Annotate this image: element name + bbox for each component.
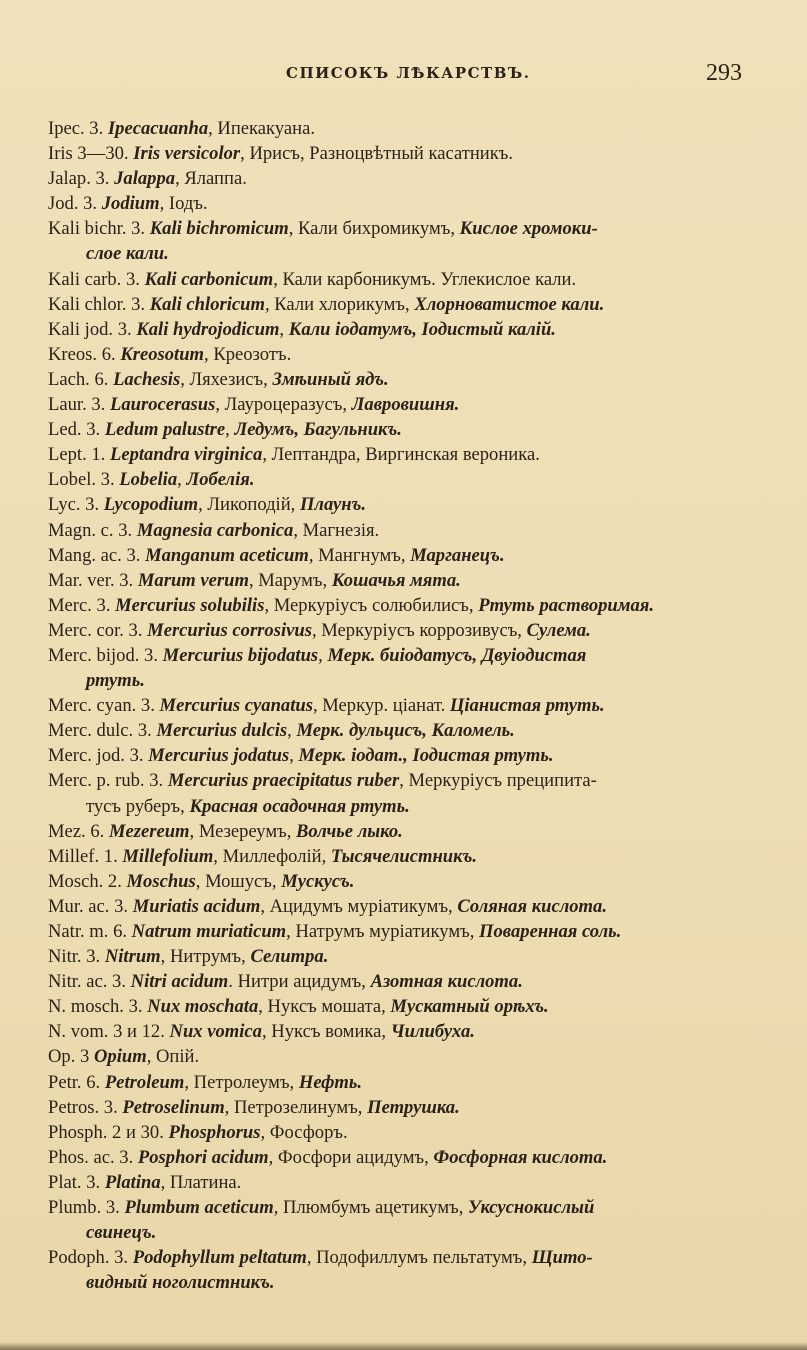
remedy-abbreviation: Petros. 3. xyxy=(48,1096,118,1118)
russian-name: , Кали хлорикумъ, xyxy=(264,293,410,315)
latin-name: Kali bichromicum xyxy=(149,218,289,240)
remedy-entry xyxy=(48,166,768,191)
russian-name: , Нуксъ мошата, xyxy=(258,996,386,1018)
remedy-abbreviation: Lobel. 3. xyxy=(48,469,115,491)
remedy-entry xyxy=(48,969,768,994)
russian-common-name: Красная осадочная ртуть. xyxy=(189,795,410,817)
latin-name: Ipecacuanha xyxy=(107,118,209,139)
russian-name: , Меркуріусъ солюбилисъ, xyxy=(264,594,474,616)
remedy-entry xyxy=(48,743,768,768)
remedy-abbreviation: Phos. ac. 3. xyxy=(48,1146,134,1168)
remedy-abbreviation: Lyc. 3. xyxy=(48,494,100,516)
russian-common-name: Мускатный орѣхъ. xyxy=(390,996,549,1018)
entry-continuation xyxy=(48,668,768,693)
russian-common-name: Азотная кислота. xyxy=(370,971,523,993)
russian-common-name: Змѣиный ядъ. xyxy=(272,368,389,390)
remedy-abbreviation: Merc. bijod. 3. xyxy=(48,644,158,666)
remedy-abbreviation: Petr. 6. xyxy=(48,1071,101,1093)
russian-name: , xyxy=(225,419,230,441)
russian-name: , Мошусъ, xyxy=(195,870,277,892)
remedy-entry xyxy=(48,367,768,392)
remedy-abbreviation: Merc. cyan. 3. xyxy=(48,695,155,717)
remedy-entry xyxy=(48,643,768,668)
latin-name: Lachesis xyxy=(113,368,181,390)
remedy-abbreviation: Kali carb. 3. xyxy=(48,268,140,290)
russian-name: , xyxy=(279,318,285,340)
remedy-entry xyxy=(48,392,768,417)
remedy-abbreviation: Merc. jod. 3. xyxy=(48,745,144,767)
remedy-entry xyxy=(48,844,768,869)
russian-common-name: Марганецъ. xyxy=(410,544,505,566)
russian-common-name: Ледумъ, Багульникъ. xyxy=(234,419,402,441)
remedy-entry xyxy=(48,543,768,568)
remedy-abbreviation: Iris 3—30. xyxy=(48,143,129,165)
remedy-entry xyxy=(48,1044,768,1069)
remedy-abbreviation: Lach. 6. xyxy=(48,368,109,390)
latin-name: Jodium xyxy=(101,193,160,215)
latin-name: Posphori acidum xyxy=(137,1146,269,1168)
remedy-entry xyxy=(48,317,768,342)
russian-name: , Магнезія. xyxy=(293,519,380,541)
remedy-abbreviation: Mur. ac. 3. xyxy=(48,895,129,917)
remedy-entry xyxy=(48,618,768,643)
remedy-abbreviation: Kali bichr. 3. xyxy=(48,218,146,240)
russian-common-name: Мерк. іодат., Іодистая ртуть. xyxy=(298,745,554,767)
remedy-abbreviation: N. mosch. 3. xyxy=(48,996,143,1018)
latin-name: Mercurius jodatus xyxy=(148,745,290,767)
russian-common-name: Селитра. xyxy=(250,946,329,968)
latin-name: Laurocerasus xyxy=(109,394,216,416)
remedy-abbreviation: Mez. 6. xyxy=(48,820,105,842)
russian-common-name: Мускусъ. xyxy=(281,870,355,892)
russian-name: , Петролеумъ, xyxy=(184,1071,295,1093)
russian-name: , Ипекакуана. xyxy=(208,118,315,139)
page-edge-shadow xyxy=(0,1342,807,1350)
remedy-list xyxy=(48,116,768,1295)
remedy-entry xyxy=(48,994,768,1019)
latin-name: Marum verum xyxy=(137,569,249,591)
remedy-abbreviation: Mar. ver. 3. xyxy=(48,569,134,591)
russian-common-name: Тысячелистникъ. xyxy=(330,845,478,867)
remedy-entry xyxy=(48,141,768,166)
latin-name: Mercurius bijodatus xyxy=(162,644,319,666)
russian-common-name: Поваренная соль. xyxy=(479,921,622,942)
latin-name: Plumbum aceticum xyxy=(124,1197,274,1219)
russian-name: , Лептандра, Виргинская вероника. xyxy=(262,444,540,466)
russian-common-name: свинецъ. xyxy=(86,1222,157,1244)
latin-name: Petroleum xyxy=(104,1071,185,1093)
latin-name: Leptandra virginica xyxy=(109,444,263,466)
remedy-entry xyxy=(48,292,768,317)
russian-common-name: Нефть. xyxy=(298,1071,363,1093)
latin-name: Magnesia carbonica xyxy=(136,519,294,541)
page-header xyxy=(0,60,807,90)
remedy-entry xyxy=(48,693,768,718)
remedy-entry xyxy=(48,1019,768,1044)
latin-name: Moschus xyxy=(126,870,196,892)
remedy-entry xyxy=(48,191,768,216)
remedy-abbreviation: Podoph. 3. xyxy=(48,1247,129,1269)
russian-common-name: Чилибуха. xyxy=(390,1021,475,1043)
remedy-entry xyxy=(48,1195,768,1220)
latin-name: Mercurius dulcis xyxy=(156,720,288,742)
russian-name: , Лауроцеразусъ, xyxy=(215,394,348,416)
russian-name: , Марумъ, xyxy=(248,569,328,591)
latin-name: Natrum muriaticum xyxy=(131,921,287,942)
remedy-abbreviation: Natr. m. 6. xyxy=(48,921,128,942)
russian-common-name: Плаунъ. xyxy=(299,494,367,516)
remedy-abbreviation: Laur. 3. xyxy=(48,394,106,416)
russian-name: , xyxy=(318,644,323,666)
russian-name: , Петрозелинумъ, xyxy=(224,1096,363,1118)
russian-name: , Іодъ. xyxy=(159,193,208,215)
remedy-abbreviation: Lept. 1. xyxy=(48,444,106,466)
remedy-entry xyxy=(48,568,768,593)
remedy-abbreviation: Kali jod. 3. xyxy=(48,318,132,340)
remedy-entry xyxy=(48,944,768,969)
russian-name: , Натрумъ муріатикумъ, xyxy=(286,921,475,942)
remedy-entry xyxy=(48,1145,768,1170)
latin-name: Muriatis acidum xyxy=(132,895,261,917)
russian-common-name: Щито- xyxy=(531,1247,593,1269)
latin-name: Mezereum xyxy=(108,820,190,842)
russian-name: , Ирисъ, Разноцвѣтный касатникъ. xyxy=(240,143,514,165)
latin-name: Iris versicolor xyxy=(133,143,241,165)
russian-name: , Опій. xyxy=(146,1046,200,1068)
latin-name: Mercurius corrosivus xyxy=(147,619,312,641)
remedy-abbreviation: Led. 3. xyxy=(48,419,101,441)
remedy-abbreviation: Millef. 1. xyxy=(48,845,118,867)
latin-name: Nux vomica xyxy=(169,1021,262,1043)
remedy-entry xyxy=(48,1095,768,1120)
russian-common-name: Соляная кислота. xyxy=(457,895,607,917)
latin-name: Mercurius cyanatus xyxy=(159,695,313,717)
russian-common-name: Кислое хромоки- xyxy=(459,218,598,240)
russian-common-name: Кали іодатумъ, Іодистый калій. xyxy=(288,318,556,340)
russian-common-name: Мерк. дульцисъ, Каломель. xyxy=(296,720,515,742)
russian-common-name: Кошачья мята. xyxy=(331,569,461,591)
remedy-entry xyxy=(48,894,768,919)
latin-name: Nitrum xyxy=(104,946,161,968)
russian-name: . Нитри ацидумъ, xyxy=(228,971,366,993)
russian-name: , Нитрумъ, xyxy=(160,946,246,968)
remedy-entry xyxy=(48,718,768,743)
russian-name: , Ляхезисъ, xyxy=(180,368,268,390)
russian-name: , xyxy=(289,745,294,767)
remedy-abbreviation: Nitr. 3. xyxy=(48,946,101,968)
remedy-abbreviation: Merc. 3. xyxy=(48,594,111,616)
running-title: СПИСОКЪ ЛѢКАРСТВЪ. xyxy=(286,64,531,82)
russian-name: , Ликоподій, xyxy=(198,494,296,516)
russian-name: , Ацидумъ муріатикумъ, xyxy=(260,895,453,917)
russian-name: , Плюмбумъ ацетикумъ, xyxy=(273,1197,464,1219)
russian-name: , Меркур. ціанат. xyxy=(312,695,446,717)
latin-name: Kali carbonicum xyxy=(144,268,274,290)
latin-name: Lobelia xyxy=(119,469,178,491)
remedy-abbreviation: Merc. p. rub. 3. xyxy=(48,770,164,792)
russian-common-name: видный ноголистникъ. xyxy=(86,1272,275,1294)
remedy-entry xyxy=(48,518,768,543)
latin-name: Mercurius praecipitatus ruber xyxy=(167,770,400,792)
russian-common-name: Хлорноватистое кали. xyxy=(414,293,605,315)
russian-common-name: Фосфорная кислота. xyxy=(433,1146,608,1168)
remedy-entry xyxy=(48,819,768,844)
remedy-entry xyxy=(48,1170,768,1195)
russian-name: , Фосфоръ. xyxy=(260,1121,348,1143)
latin-name: Phosphorus xyxy=(168,1121,261,1143)
remedy-abbreviation: Plat. 3. xyxy=(48,1171,101,1193)
russian-name: , Кали карбоникумъ. Углекислое кали. xyxy=(273,268,577,290)
latin-name: Mercurius solubilis xyxy=(115,594,265,616)
remedy-entry xyxy=(48,869,768,894)
latin-name: Opium xyxy=(93,1046,147,1068)
russian-name: , Подофиллумъ пельтатумъ, xyxy=(306,1247,528,1269)
russian-name: , Платина. xyxy=(160,1171,242,1193)
latin-name: Ledum palustre xyxy=(104,419,226,441)
remedy-entry xyxy=(48,1120,768,1145)
latin-name: Kali chloricum xyxy=(149,293,265,315)
russian-name: , Креозотъ. xyxy=(204,343,292,365)
remedy-abbreviation: Kreos. 6. xyxy=(48,343,116,365)
latin-name: Petroselinum xyxy=(122,1096,225,1118)
remedy-entry xyxy=(48,267,768,292)
entry-continuation xyxy=(48,1270,768,1295)
remedy-entry xyxy=(48,919,768,944)
remedy-entry xyxy=(48,216,768,241)
remedy-entry xyxy=(48,342,768,367)
remedy-entry xyxy=(48,768,768,793)
remedy-entry xyxy=(48,417,768,442)
russian-name: , Меркуріусъ преципита- xyxy=(399,770,597,792)
entry-continuation xyxy=(48,241,768,266)
latin-name: Millefolium xyxy=(122,845,214,867)
entry-continuation xyxy=(48,1220,768,1245)
latin-name: Podophyllum peltatum xyxy=(132,1247,307,1269)
remedy-entry xyxy=(48,442,768,467)
page-number: 293 xyxy=(706,60,742,86)
remedy-abbreviation: Jod. 3. xyxy=(48,193,98,215)
russian-name: тусъ руберъ, xyxy=(86,795,185,817)
latin-name: Lycopodium xyxy=(103,494,199,516)
remedy-entry xyxy=(48,593,768,618)
russian-name: , Нуксъ вомика, xyxy=(261,1021,387,1043)
remedy-entry xyxy=(48,467,768,492)
russian-name: , xyxy=(177,469,182,491)
russian-common-name: Волчье лыко. xyxy=(296,820,403,842)
russian-common-name: Ціанистая ртуть. xyxy=(449,695,605,717)
latin-name: Kali hydrojodicum xyxy=(136,318,280,340)
russian-common-name: слое кали. xyxy=(86,243,169,265)
remedy-abbreviation: Merc. cor. 3. xyxy=(48,619,143,641)
remedy-abbreviation: Mang. ac. 3. xyxy=(48,544,141,566)
latin-name: Jalappa xyxy=(114,168,176,190)
remedy-entry xyxy=(48,492,768,517)
remedy-entry xyxy=(48,1070,768,1095)
latin-name: Nitri acidum xyxy=(130,971,229,993)
remedy-abbreviation: Phosph. 2 и 30. xyxy=(48,1121,164,1143)
russian-name: , Ялаппа. xyxy=(175,168,247,190)
russian-common-name: Мерк. биіодатусъ, Двуіодистая xyxy=(327,644,587,666)
entry-continuation xyxy=(48,794,768,819)
russian-common-name: Ртуть растворимая. xyxy=(478,594,655,616)
remedy-abbreviation: Mosch. 2. xyxy=(48,870,122,892)
remedy-abbreviation: N. vom. 3 и 12. xyxy=(48,1021,165,1043)
russian-common-name: ртуть. xyxy=(86,670,145,692)
remedy-abbreviation: Jalap. 3. xyxy=(48,168,110,190)
russian-name: , xyxy=(287,720,292,742)
russian-name: , Меркуріусъ коррозивусъ, xyxy=(311,619,522,641)
russian-name: , Кали бихромикумъ, xyxy=(288,218,455,240)
russian-common-name: Петрушка. xyxy=(367,1096,460,1118)
russian-name: , Мезереумъ, xyxy=(189,820,292,842)
remedy-abbreviation: Nitr. ac. 3. xyxy=(48,971,126,993)
latin-name: Nux moschata xyxy=(147,996,259,1018)
russian-name: , Миллефолій, xyxy=(213,845,327,867)
remedy-abbreviation: Kali chlor. 3. xyxy=(48,293,146,315)
remedy-abbreviation: Magn. c. 3. xyxy=(48,519,133,541)
remedy-entry xyxy=(48,116,768,141)
russian-common-name: Лобелія. xyxy=(186,469,255,491)
remedy-abbreviation: Ipec. 3. xyxy=(48,118,104,139)
latin-name: Manganum aceticum xyxy=(145,544,309,566)
latin-name: Platina xyxy=(104,1171,161,1193)
russian-common-name: Сулема. xyxy=(526,619,591,641)
remedy-abbreviation: Plumb. 3. xyxy=(48,1197,120,1219)
russian-common-name: Лавровишня. xyxy=(351,394,460,416)
remedy-entry xyxy=(48,1245,768,1270)
russian-name: , Мангнумъ, xyxy=(308,544,406,566)
latin-name: Kreosotum xyxy=(120,343,205,365)
russian-common-name: Уксуснокислый xyxy=(468,1197,595,1219)
russian-name: , Фосфори ацидумъ, xyxy=(268,1146,429,1168)
remedy-abbreviation: Op. 3 xyxy=(48,1046,90,1068)
remedy-abbreviation: Merc. dulc. 3. xyxy=(48,720,152,742)
